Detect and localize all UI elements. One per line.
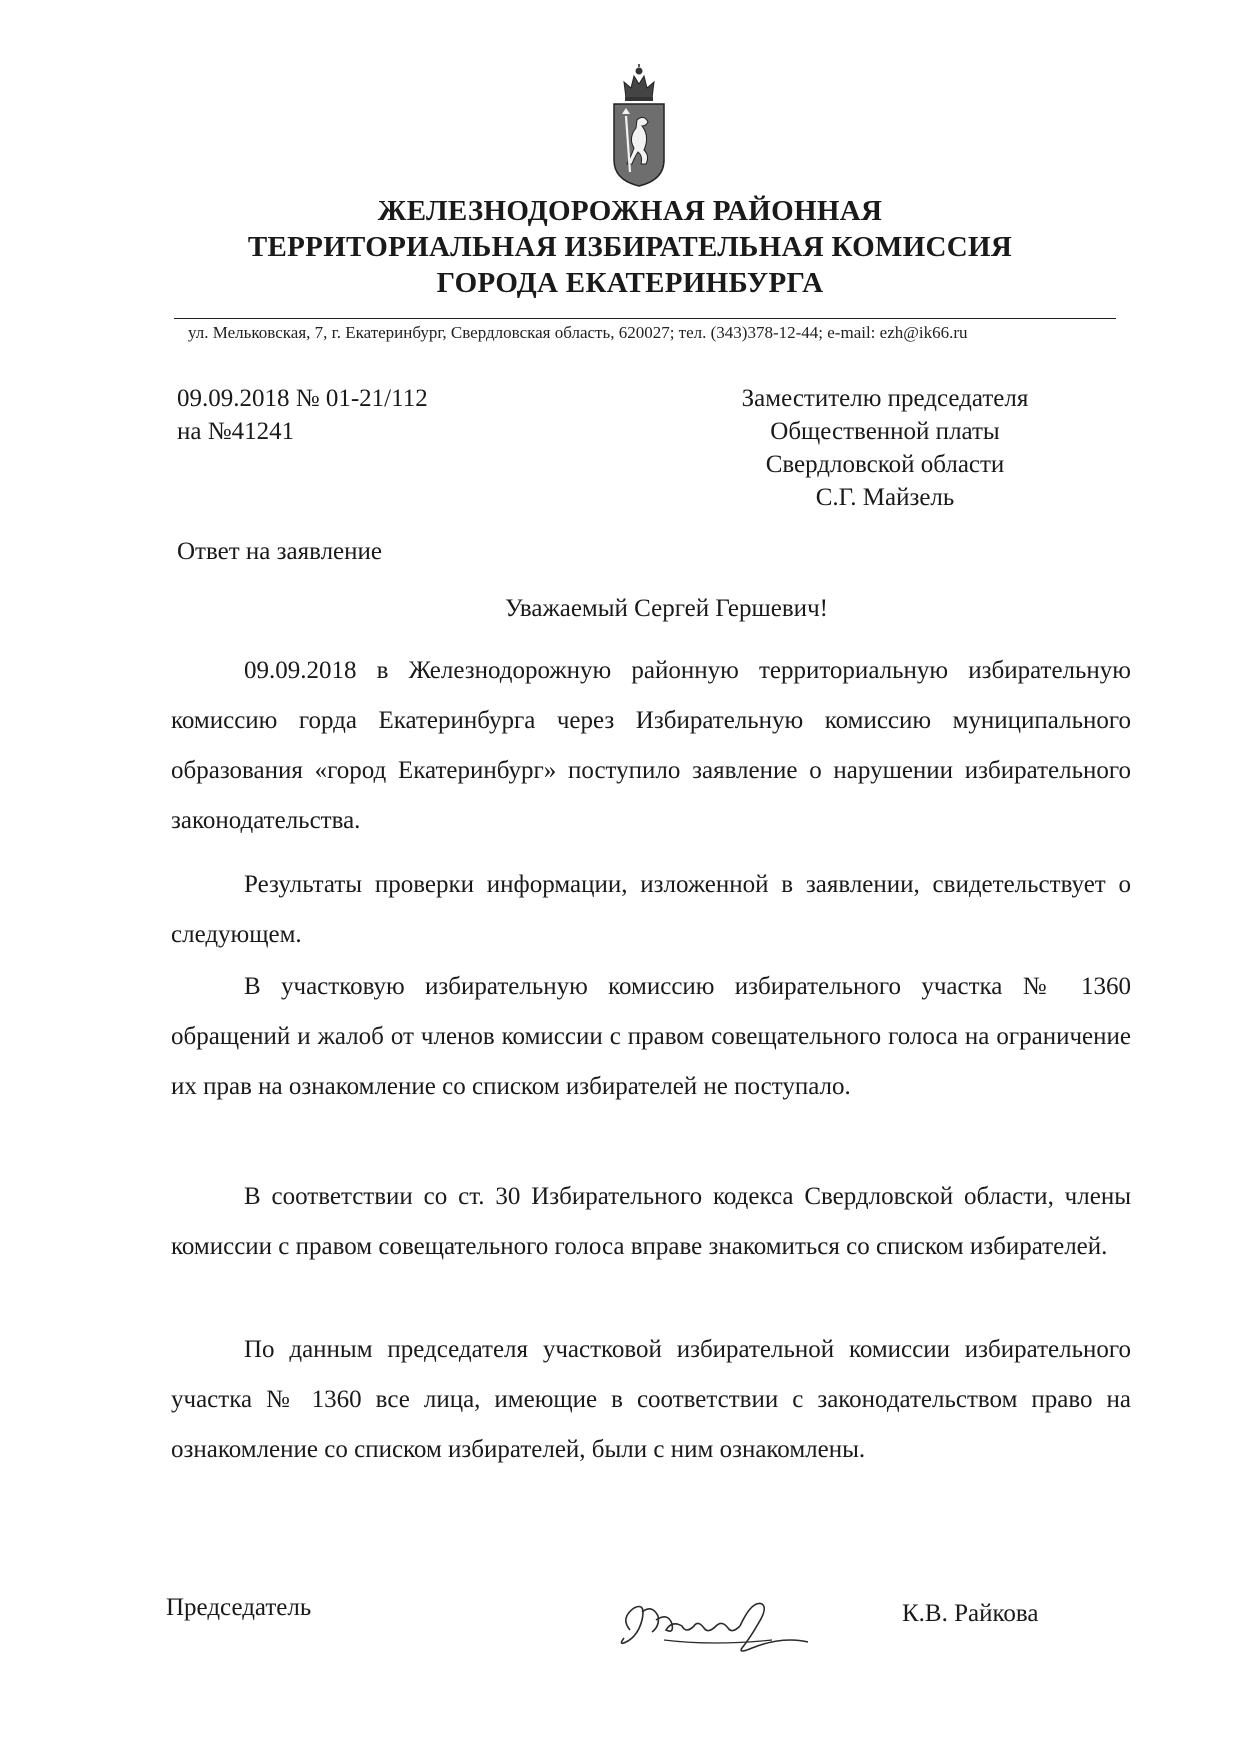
header-rule [174,318,1116,319]
body-paragraph-3: В участковую избирательную комиссию избирательного участка № 1360 обращений и жалоб от членов комиссии с правом совещательного голоса на ограничение их прав на ознакомление со списком избирателей не поступало. [171,973,1131,1100]
addressee-line-4: С.Г. Майзель [815,484,955,511]
letter-subject: Ответ на заявление [177,538,383,565]
body-paragraph-4: В соответствии со ст. 30 Избирательного кодекса Свердловской области, члены комиссии с правом совещательного голоса вправе знакомиться со списком избирателей. [171,1183,1131,1260]
incoming-number: на №41241 [177,418,295,445]
body-paragraph-5: По данным председателя участковой избирательной комиссии избирательного участка № 1360 все лица, имеющие в соответствии с законодательством право на ознакомление со списком избирателей, были с ним ознакомлены. [171,1336,1131,1463]
document-reference [177,382,428,448]
body-paragraph-2: Результаты проверки информации, изложенной в заявлении, свидетельствует о следующем. [171,871,1131,948]
body-paragraph-1: 09.09.2018 в Железнодорожную районную территориальную избирательную комиссию горда Екатеринбурга через Избирательную комиссию муниципального образования «город Екатеринбург» поступило заявление о нарушении избирательного законодательства. [171,657,1131,834]
outgoing-number: 09.09.2018 № 01-21/112 [177,385,428,412]
signatory-name: К.В. Райкова [902,1600,1039,1627]
org-title-line-3: ГОРОДА ЕКАТЕРИНБУРГА [436,267,824,299]
handwritten-signature-icon [612,1590,842,1670]
salutation: Уважаемый Сергей Гершевич! [505,595,828,622]
organization-title [190,193,1070,303]
addressee-block [690,382,1080,514]
addressee-line-3: Свердловской области [765,451,1005,478]
org-title-line-1: ЖЕЛЕЗНОДОРОЖНАЯ РАЙОННАЯ [377,195,883,227]
addressee-line-1: Заместителю председателя [741,385,1029,412]
signatory-role: Председатель [166,1594,312,1621]
org-address: ул. Мельковская, 7, г. Екатеринбург, Свердловская область, 620027; тел. (343)378-12-44; e-mail: ezh@ik66.ru [188,323,968,342]
addressee-line-2: Общественной платы [770,418,1000,445]
coat-of-arms-icon [610,64,668,188]
org-title-line-2: ТЕРРИТОРИАЛЬНАЯ ИЗБИРАТЕЛЬНАЯ КОМИССИЯ [247,231,1013,263]
